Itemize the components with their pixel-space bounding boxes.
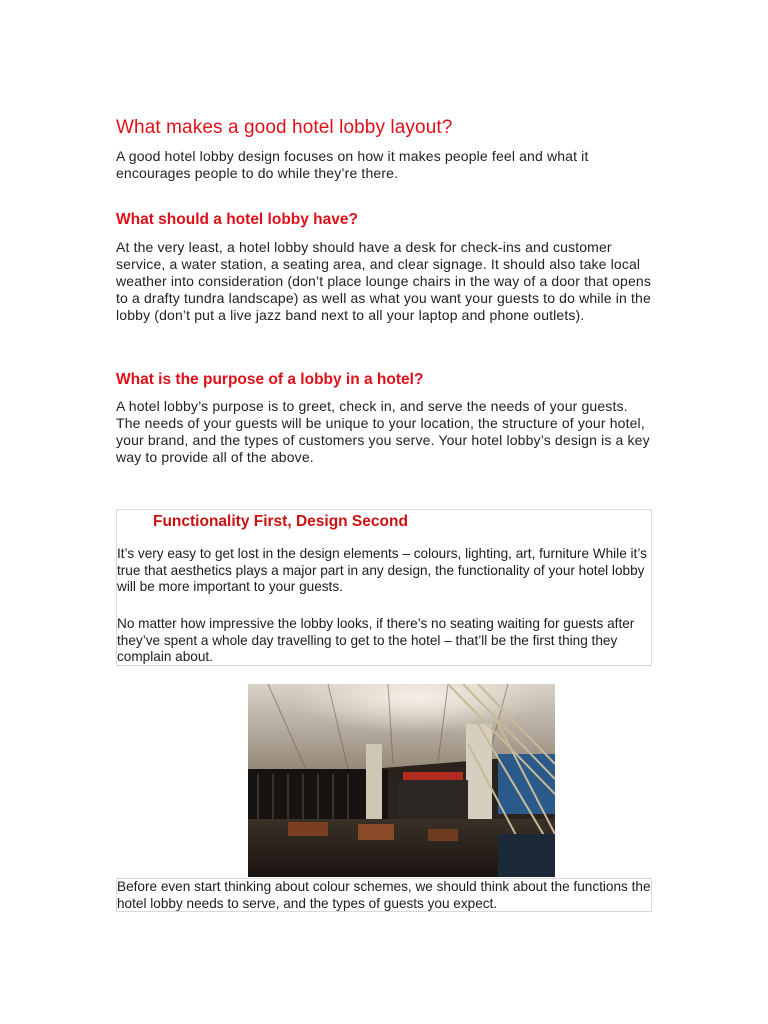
section-heading-lobby-purpose: What is the purpose of a lobby in a hotel? (116, 371, 424, 388)
callout-title: Functionality First, Design Second (153, 513, 408, 530)
hotel-lobby-image (248, 684, 555, 877)
callout-paragraph: No matter how impressive the lobby looks, if there’s no seating waiting for guests after they’ve spent a whole day travelling to get to the hotel – that’ll be the first thing they complain about. (117, 616, 635, 664)
section-body-lobby-purpose: A hotel lobby’s purpose is to greet, check in, and serve the needs of your guests. The needs of your guests will be unique to your location, the structure of your hotel, your brand, and the types of customers you serve. Your hotel lobby’s design is a key way to provide all of the above. (116, 398, 650, 465)
section-body-lobby-have: At the very least, a hotel lobby should have a desk for check-ins and customer service, a water station, a seating area, and clear signage. It should also take local weather into consideration (don’t place lounge chairs in the way of a door that opens to a drafty tundra landscape) as well as what you want your guests to do while in the lobby (don’t put a live jazz band next to all your laptop and phone outlets). (116, 239, 651, 323)
intro-paragraph: A good hotel lobby design focuses on how it makes people feel and what it encourages people to do while they’re there. (116, 148, 589, 181)
hotel-lobby-photo (248, 684, 555, 877)
caption-box (116, 878, 652, 912)
page-title: What makes a good hotel lobby layout? (116, 117, 453, 138)
callout-paragraph: It’s very easy to get lost in the design elements – colours, lighting, art, furniture While it’s true that aesthetics plays a major part in any design, the functionality of your hotel lobby will be more important to your guests. (117, 546, 647, 594)
section-heading-lobby-have: What should a hotel lobby have? (116, 211, 358, 228)
image-caption: Before even start thinking about colour schemes, we should think about the functions the hotel lobby needs to serve, and the types of guests you expect. (117, 879, 651, 911)
callout-box (116, 509, 652, 666)
